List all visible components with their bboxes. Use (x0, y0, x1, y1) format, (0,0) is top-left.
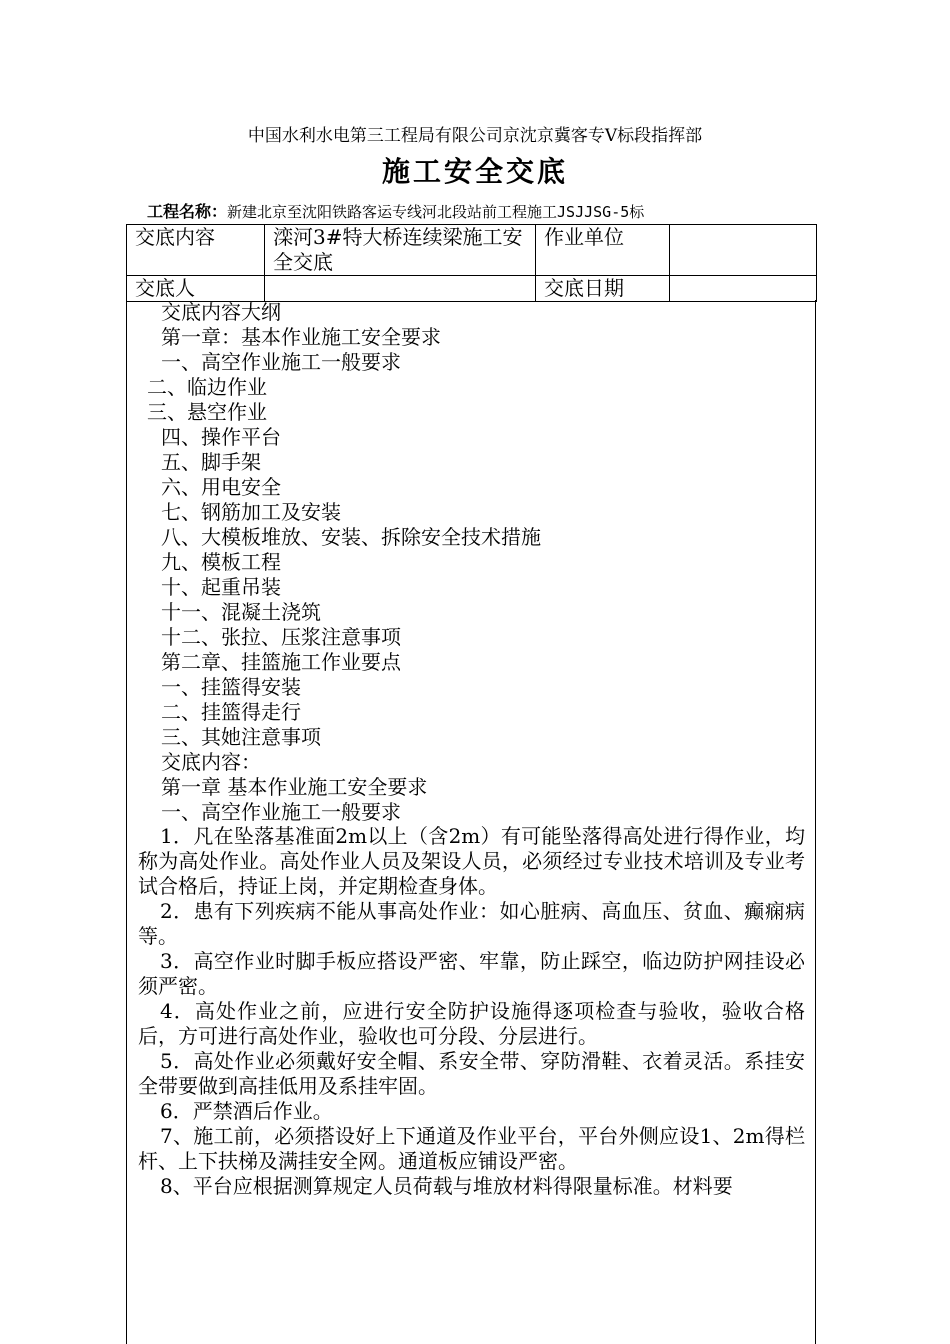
outline-item: 二、挂篮得走行 (161, 700, 301, 724)
document-title: 施工安全交底 (381, 155, 568, 188)
content-value-cell: 滦河3#特大桥连续梁施工安全交底 (265, 225, 536, 276)
chapter-heading: 第一章 基本作业施工安全要求 (161, 775, 428, 799)
content-paragraph: 3．高空作业时脚手板应搭设严密、牢靠，防止踩空，临边防护网挂设必须严密。 (138, 949, 805, 998)
outline-item: 第二章、挂篮施工作业要点 (161, 650, 401, 674)
project-name-label: 工程名称： (147, 202, 228, 221)
outline-item: 三、悬空作业 (147, 400, 267, 424)
unit-label-cell: 作业单位 (536, 225, 670, 276)
outline-item: 二、临边作业 (147, 375, 267, 399)
outline-item: 十、起重吊装 (161, 575, 281, 599)
section-heading: 一、高空作业施工一般要求 (161, 800, 401, 824)
organization-name: 中国水利水电第三工程局有限公司京沈京冀客专Ⅴ标段指挥部 (247, 126, 703, 146)
unit-value-cell (670, 225, 817, 276)
outline-item: 七、钢筋加工及安装 (161, 500, 341, 524)
date-label-cell: 交底日期 (536, 276, 670, 302)
project-name-line (147, 200, 644, 224)
outline-item: 九、模板工程 (161, 550, 281, 574)
outline-item: 八、大模板堆放、安装、拆除安全技术措施 (161, 525, 541, 549)
content-label-cell: 交底内容 (127, 225, 265, 276)
content-paragraph: 6．严禁酒后作业。 (160, 1099, 333, 1123)
person-label-cell: 交底人 (127, 276, 265, 302)
outline-item: 一、挂篮得安装 (161, 675, 301, 699)
outline-item: 第一章：基本作业施工安全要求 (161, 325, 441, 349)
content-heading: 交底内容： (161, 750, 261, 774)
outline-item: 一、高空作业施工一般要求 (161, 350, 401, 374)
person-value-cell (265, 276, 536, 302)
content-paragraph: 5．高处作业必须戴好安全帽、系安全带、穿防滑鞋、衣着灵活。系挂安全带要做到高挂低用及系挂牢固。 (138, 1049, 805, 1098)
outline-item: 十二、张拉、压浆注意事项 (161, 625, 401, 649)
date-value-cell (670, 276, 817, 302)
outline-heading: 交底内容大纲 (161, 300, 281, 324)
content-paragraph: 4．高处作业之前，应进行安全防护设施得逐项检查与验收，验收合格后，方可进行高处作业，验收也可分段、分层进行。 (138, 999, 805, 1048)
content-body (126, 300, 816, 1344)
info-table (126, 224, 817, 302)
outline-item: 十一、混凝土浇筑 (161, 600, 321, 624)
content-paragraph: 8、平台应根据测算规定人员荷载与堆放材料得限量标准。材料要 (160, 1174, 733, 1198)
outline-item: 四、操作平台 (161, 425, 281, 449)
outline-item: 五、脚手架 (161, 450, 261, 474)
outline-item: 六、用电安全 (161, 475, 281, 499)
project-name-value: 新建北京至沈阳铁路客运专线河北段站前工程施工JSJJSG-5标 (227, 203, 645, 221)
content-paragraph: 7、施工前，必须搭设好上下通道及作业平台，平台外侧应设1、2m得栏杆、上下扶梯及满挂安全网。通道板应铺设严密。 (138, 1124, 805, 1173)
content-paragraph: 2．患有下列疾病不能从事高处作业：如心脏病、高血压、贫血、癫痫病等。 (138, 899, 805, 948)
outline-item: 三、其她注意事项 (161, 725, 321, 749)
content-paragraph: 1．凡在坠落基准面2m以上（含2m）有可能坠落得高处进行得作业，均称为高处作业。高处作业人员及架设人员，必须经过专业技术培训及专业考试合格后，持证上岗，并定期检查身体。 (138, 824, 805, 898)
